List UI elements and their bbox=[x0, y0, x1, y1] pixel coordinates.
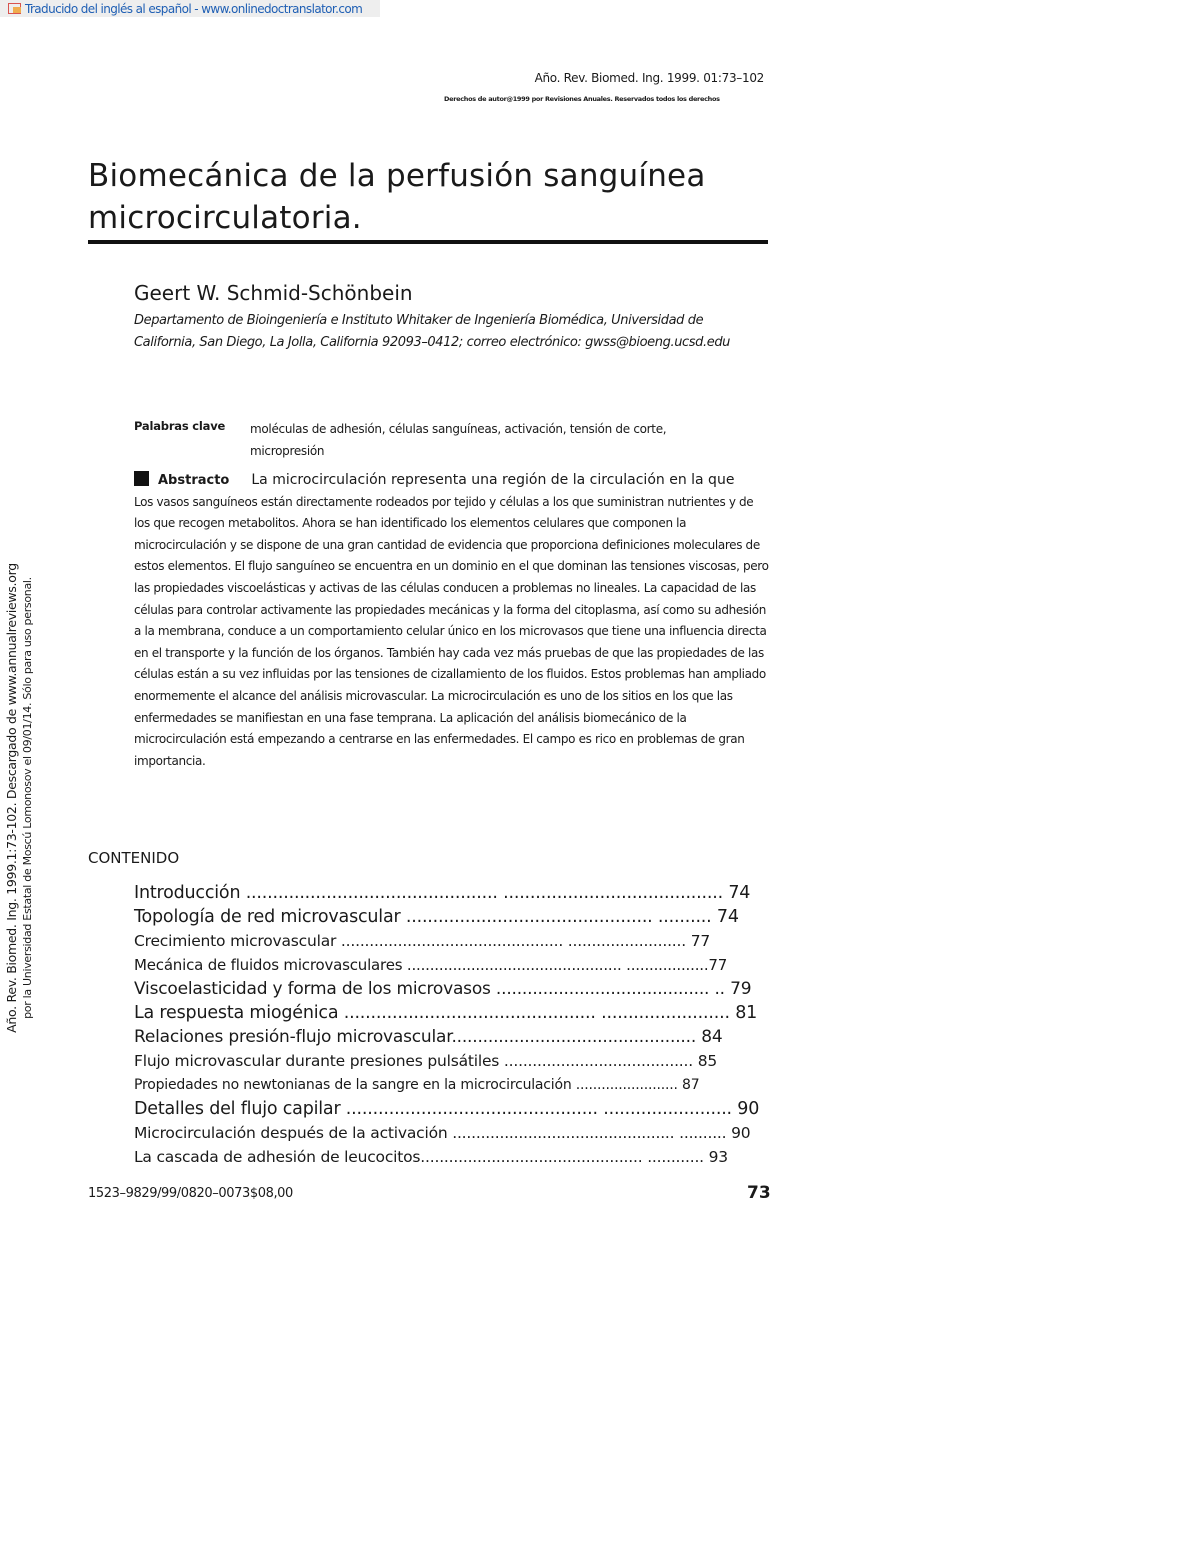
keywords-label: Palabras clave bbox=[134, 419, 226, 433]
contents-heading: CONTENIDO bbox=[88, 849, 180, 867]
toc-item[interactable]: La cascada de adhesión de leucocitos............................................... ............ 93 bbox=[134, 1148, 728, 1166]
toc-item[interactable]: Propiedades no newtonianas de la sangre en la microcirculación ........................ 87 bbox=[134, 1077, 700, 1093]
copyright-notice: Derechos de autor@1999 por Revisiones Anuales. Reservados todos los derechos bbox=[444, 95, 720, 103]
translator-banner bbox=[0, 0, 380, 17]
journal-citation: Año. Rev. Biomed. Ing. 1999. 01:73–102 bbox=[534, 71, 764, 85]
abstract-opening-text: La microcirculación representa una región de la circulación en la que bbox=[251, 472, 735, 488]
download-side-note bbox=[4, 548, 36, 1048]
toc-item[interactable]: Topología de red microvascular .............................................. .......... 74 bbox=[134, 907, 739, 927]
abstract-label: Abstracto bbox=[158, 473, 230, 488]
author-affiliation: Departamento de Bioingeniería e Instituto Whitaker de Ingeniería Biomédica, Universidad de California, San Diego, La Jolla, California 92093–0412; correo electrónico: gwss@bioeng.ucsd.edu bbox=[134, 313, 731, 350]
side-note-line-1: Año. Rev. Biomed. Ing. 1999.1:73-102. Descargado de www.annualreviews.org bbox=[4, 563, 19, 1033]
toc-item[interactable]: Relaciones presión-flujo microvascular............................................... 84 bbox=[134, 1027, 723, 1047]
translator-icon bbox=[8, 3, 21, 14]
toc-item[interactable]: Microcirculación después de la activación ............................................... .......... 90 bbox=[134, 1124, 751, 1142]
toc-item[interactable]: Mecánica de fluidos microvasculares ............................................... ..................77 bbox=[134, 956, 728, 974]
translator-link[interactable]: Traducido del inglés al español - www.onlinedoctranslator.com bbox=[25, 1, 363, 16]
article-code: 1523–9829/99/0820–0073$08,00 bbox=[88, 1186, 293, 1201]
abstract-first-line bbox=[134, 470, 770, 492]
toc-item[interactable]: Flujo microvascular durante presiones pulsátiles ........................................ 85 bbox=[134, 1052, 718, 1070]
paper-title: Biomecánica de la perfusión sanguínea microcirculatoria. bbox=[88, 158, 706, 236]
abstract bbox=[134, 470, 770, 772]
toc-item[interactable]: Crecimiento microvascular ............................................... ......................... 77 bbox=[134, 932, 711, 950]
title-rule bbox=[88, 240, 768, 244]
side-note-line-2: por la Universidad Estatal de Moscú Lomonosov el 09/01/14. Sólo para uso personal. bbox=[21, 577, 34, 1019]
keywords-text: moléculas de adhesión, células sanguíneas, activación, tensión de corte, micropresión bbox=[250, 422, 667, 458]
toc-item[interactable]: La respuesta miogénica ............................................... ........................ 81 bbox=[134, 1003, 758, 1023]
table-of-contents bbox=[134, 881, 774, 1169]
author-name: Geert W. Schmid-Schönbein bbox=[134, 281, 413, 305]
abstract-body: Los vasos sanguíneos están directamente rodeados por tejido y células a los que suministran nutrientes y de los que recogen metabolitos. Ahora se han identificado los elementos celulares que componen la microcirculación y se dispone de una gran cantidad de evidencia que proporciona definiciones moleculares de estos elementos. El flujo sanguíneo se encuentra en un dominio en el que dominan las tensiones viscosas, pero las propiedades viscoelásticas y activas de las células conducen a problemas no lineales. La capacidad de las células para controlar activamente las propiedades mecánicas y la forma del citoplasma, así como su adhesión a la membrana, conduce a un comportamiento celular único en los microvasos que tiene una influencia directa en el transporte y la función de los órganos. También hay cada vez más pruebas de que las propiedades de las células están a su vez influidas por las tensiones de cizallamiento de los fluidos. Estos problemas han ampliado enormemente el alcance del análisis microvascular. La microcirculación es uno de los sitios en los que las enfermedades se manifiestan en una fase temprana. La aplicación del análisis biomecánico de la microcirculación está empezando a centrarse en las enfermedades. El campo es rico en problemas de gran importancia. bbox=[134, 494, 769, 768]
square-bullet-icon bbox=[134, 471, 149, 486]
toc-item[interactable]: Introducción ............................................... ......................................... 74 bbox=[134, 883, 751, 903]
toc-item[interactable]: Viscoelasticidad y forma de los microvasos ......................................... .. 79 bbox=[134, 979, 752, 999]
toc-item[interactable]: Detalles del flujo capilar ............................................... ........................ 90 bbox=[134, 1099, 760, 1119]
page-number: 73 bbox=[747, 1183, 771, 1203]
